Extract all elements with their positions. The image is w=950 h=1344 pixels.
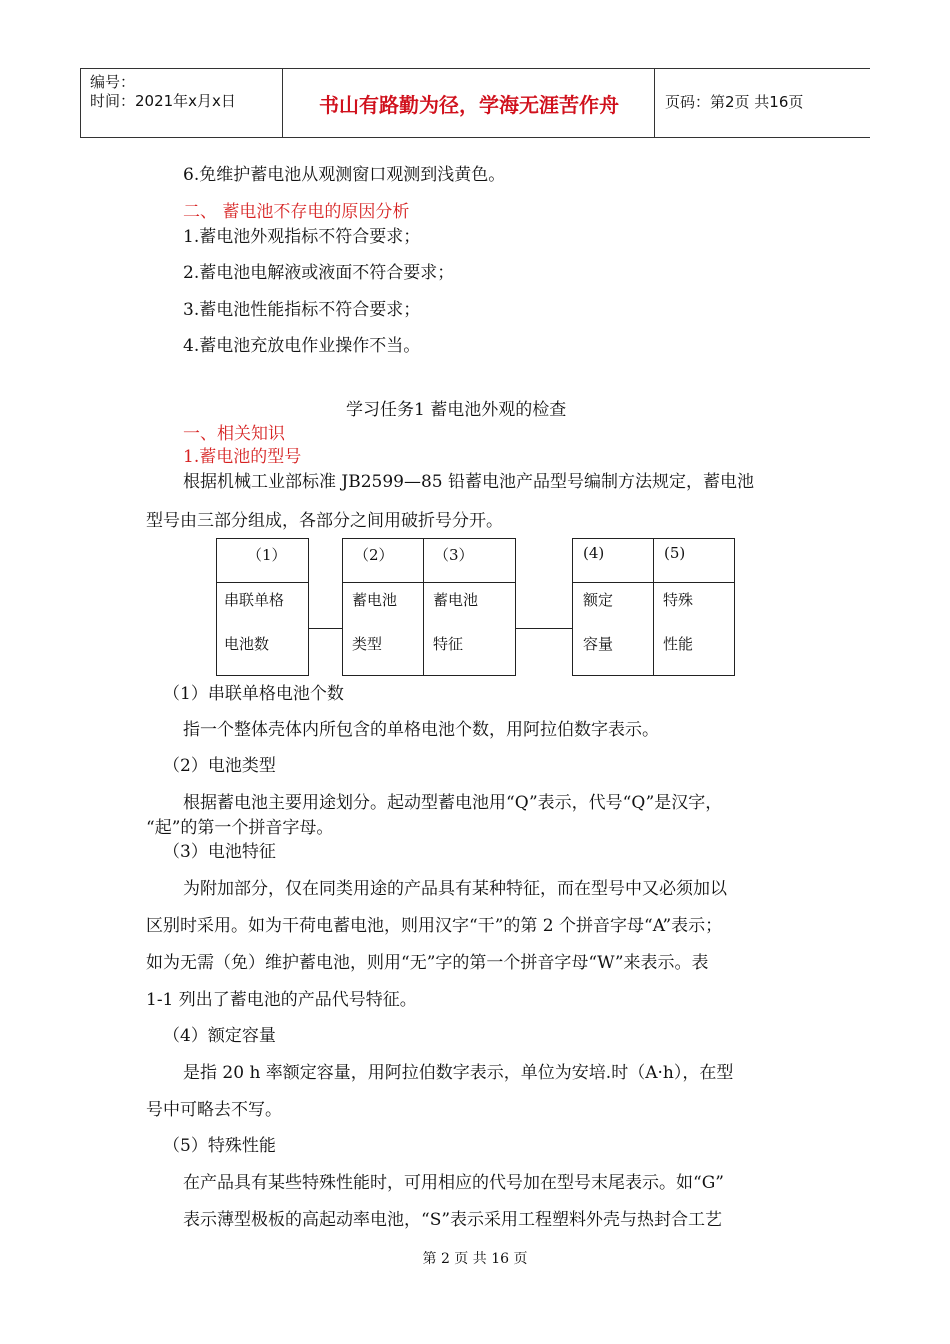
diagram-c2-line1: 蓄电池 [352, 591, 398, 609]
subheading-2: （2）电池类型 [163, 756, 276, 776]
paragraph-3-line-3: 如为无需（免）维护蓄电池，则用“无”字的第一个拼音字母“W”来表示。表 [146, 953, 709, 973]
task-title: 学习任务1 蓄电池外观的检查 [346, 400, 567, 420]
diagram-c4-number: (4) [583, 544, 605, 562]
header-motto: 书山有路勤为径，学海无涯苦作舟 [319, 93, 619, 117]
diagram-c1-number: （1） [247, 546, 287, 564]
diagram-c1-line1: 串联单格 [224, 591, 285, 609]
diagram-connector-2 [516, 628, 572, 629]
paragraph-4-line-2: 号中可略去不写。 [146, 1100, 282, 1120]
line-observation: 6.免维护蓄电池从观测窗口观测到浅黄色。 [183, 165, 506, 185]
header-border-left [80, 69, 81, 137]
subheading-4: （4）额定容量 [163, 1026, 276, 1046]
paragraph-4-line-1: 是指 20 h 率额定容量，用阿拉伯数字表示，单位为安培.时（A·h），在型 [183, 1063, 734, 1083]
page-header [80, 68, 870, 138]
reason-1: 1.蓄电池外观指标不符合要求； [183, 227, 421, 247]
section-heading-2: 二、 蓄电池不存电的原因分析 [183, 202, 410, 222]
related-knowledge-heading: 一、相关知识 [183, 424, 285, 444]
diagram-row-line-2 [342, 582, 516, 583]
diagram-row-line-1 [216, 582, 309, 583]
intro-line-1: 根据机械工业部标准 JB2599—85 铅蓄电池产品型号编制方法规定，蓄电池 [183, 472, 755, 492]
header-meta [90, 73, 236, 111]
paragraph-2-line-2: “起”的第一个拼音字母。 [146, 818, 334, 838]
paragraph-3-line-4: 1-1 列出了蓄电池的产品代号特征。 [146, 990, 417, 1010]
diagram-c3-number: （3） [434, 546, 474, 564]
diagram-c3-line1: 蓄电池 [433, 591, 479, 609]
paragraph-1: 指一个整体壳体内所包含的单格电池个数，用阿拉伯数字表示。 [183, 720, 659, 740]
diagram-row-line-3 [572, 582, 735, 583]
diagram-c1-line2: 电池数 [224, 635, 270, 653]
reason-3: 3.蓄电池性能指标不符合要求； [183, 300, 421, 320]
header-divider-1 [282, 69, 283, 137]
diagram-c2-number: （2） [354, 546, 394, 564]
model-heading: 1.蓄电池的型号 [183, 447, 302, 467]
reason-4: 4.蓄电池充放电作业操作不当。 [183, 336, 421, 356]
page-footer: 第 2 页 共 16 页 [422, 1251, 528, 1267]
diagram-c3-line2: 特征 [433, 635, 464, 653]
diagram-box-4-5-divider [653, 538, 654, 676]
header-divider-2 [654, 69, 655, 137]
diagram-c4-line2: 容量 [583, 635, 614, 653]
intro-line-2: 型号由三部分组成，各部分之间用破折号分开。 [146, 511, 503, 531]
subheading-3: （3）电池特征 [163, 842, 276, 862]
diagram-c5-line2: 性能 [663, 635, 694, 653]
subheading-5: （5）特殊性能 [163, 1136, 276, 1156]
paragraph-5-line-2: 表示薄型极板的高起动率电池，“S”表示采用工程塑料外壳与热封合工艺 [183, 1210, 723, 1230]
diagram-c2-line2: 类型 [352, 635, 383, 653]
paragraph-3-line-2: 区别时采用。如为干荷电蓄电池，则用汉字“干”的第 2 个拼音字母“A”表示； [146, 916, 723, 936]
diagram-connector-1 [309, 628, 342, 629]
diagram-c4-line1: 额定 [583, 591, 614, 609]
paragraph-2-line-1: 根据蓄电池主要用途划分。起动型蓄电池用“Q”表示，代号“Q”是汉字， [183, 793, 723, 813]
number-label: 编号： [90, 73, 136, 91]
diagram-box-2-3-divider [423, 538, 424, 676]
header-page-info: 页码：第2页 共16页 [665, 93, 804, 111]
diagram-c5-line1: 特殊 [663, 591, 694, 609]
paragraph-5-line-1: 在产品具有某些特殊性能时，可用相应的代号加在型号末尾表示。如“G” [183, 1173, 724, 1193]
subheading-1: （1）串联单格电池个数 [163, 684, 344, 704]
reason-2: 2.蓄电池电解液或液面不符合要求； [183, 263, 455, 283]
time-label: 时间：2021年x月x日 [90, 92, 236, 110]
paragraph-3-line-1: 为附加部分，仅在同类用途的产品具有某种特征，而在型号中又必须加以 [183, 879, 727, 899]
diagram-c5-number: (5) [664, 544, 686, 562]
